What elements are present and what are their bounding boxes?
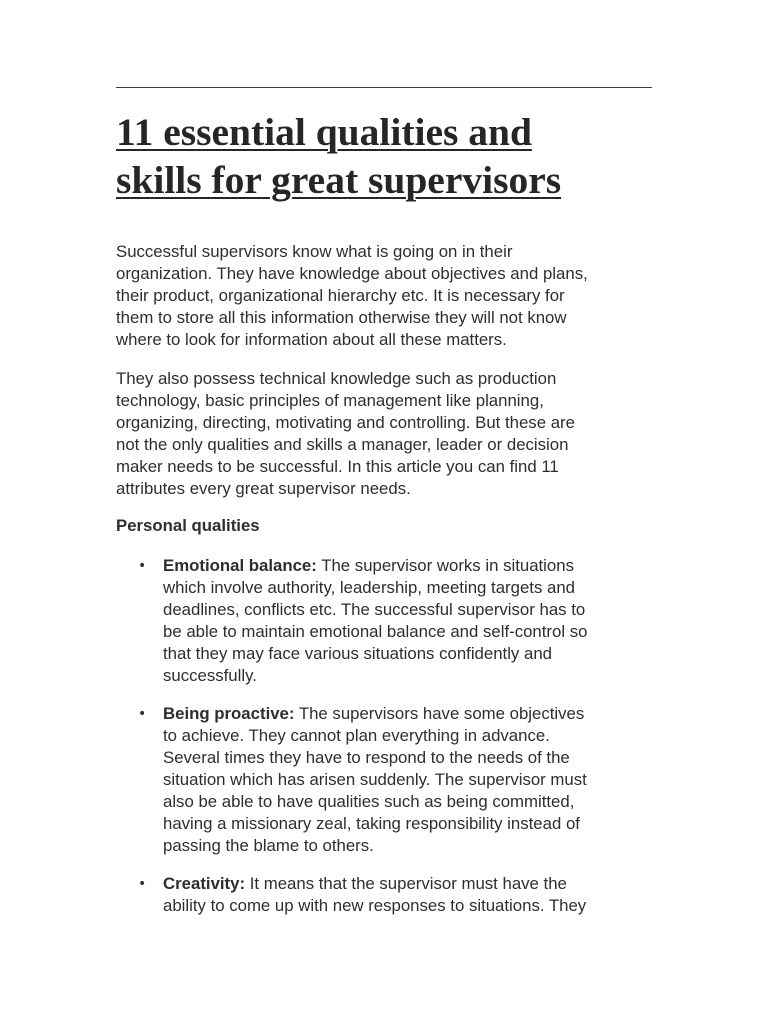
- text-line: deadlines, conflicts etc. The successful supervisor has to: [163, 600, 586, 619]
- second-paragraph: [116, 368, 656, 500]
- text-line: passing the blame to others.: [163, 836, 374, 855]
- text-line: [163, 873, 663, 895]
- quality-term: Emotional balance:: [163, 556, 317, 575]
- text-line: organizing, directing, motivating and controlling. But these are: [116, 413, 575, 432]
- section-heading: Personal qualities: [116, 516, 260, 535]
- text-line: having a missionary zeal, taking responsibility instead of: [163, 814, 580, 833]
- quality-term: Being proactive:: [163, 704, 295, 723]
- text-line: also be able to have qualities such as being committed,: [163, 792, 575, 811]
- text-line: not the only qualities and skills a manager, leader or decision: [116, 435, 569, 454]
- text-line: be able to maintain emotional balance and self-control so: [163, 622, 588, 641]
- quality-description: The supervisor works in situations: [316, 556, 574, 575]
- text-line: which involve authority, leadership, meeting targets and: [163, 578, 575, 597]
- list-item-text: [163, 703, 663, 857]
- horizontal-rule: [116, 87, 652, 88]
- text-line: technology, basic principles of management like planning,: [116, 391, 544, 410]
- bullet-icon: •: [138, 706, 147, 722]
- text-line: [163, 555, 663, 577]
- document-title: [116, 108, 676, 204]
- list-item-text: [163, 873, 663, 917]
- text-line: organization. They have knowledge about objectives and plans,: [116, 264, 588, 283]
- text-line: where to look for information about all these matters.: [116, 330, 507, 349]
- title-line: skills for great supervisors: [116, 158, 562, 202]
- text-line: [163, 703, 663, 725]
- text-line: They also possess technical knowledge such as production: [116, 369, 557, 388]
- text-line: maker needs to be successful. In this article you can find 11: [116, 457, 559, 476]
- quality-description: It means that the supervisor must have the: [245, 874, 567, 893]
- text-line: their product, organizational hierarchy etc. It is necessary for: [116, 286, 565, 305]
- text-line: to achieve. They cannot plan everything in advance.: [163, 726, 550, 745]
- text-line: that they may face various situations confidently and: [163, 644, 552, 663]
- bullet-icon: •: [138, 876, 147, 892]
- bullet-icon: •: [138, 558, 147, 574]
- text-line: attributes every great supervisor needs.: [116, 479, 411, 498]
- text-line: Several times they have to respond to the needs of the: [163, 748, 570, 767]
- quality-description: The supervisors have some objectives: [294, 704, 585, 723]
- text-line: situation which has arisen suddenly. The supervisor must: [163, 770, 587, 789]
- quality-term: Creativity:: [163, 874, 246, 893]
- list-item-text: [163, 555, 663, 687]
- text-line: ability to come up with new responses to situations. They: [163, 896, 587, 915]
- intro-paragraph: [116, 241, 656, 351]
- title-line: 11 essential qualities and: [116, 110, 532, 154]
- text-line: them to store all this information otherwise they will not know: [116, 308, 567, 327]
- text-line: successfully.: [163, 666, 257, 685]
- text-line: Successful supervisors know what is going on in their: [116, 242, 513, 261]
